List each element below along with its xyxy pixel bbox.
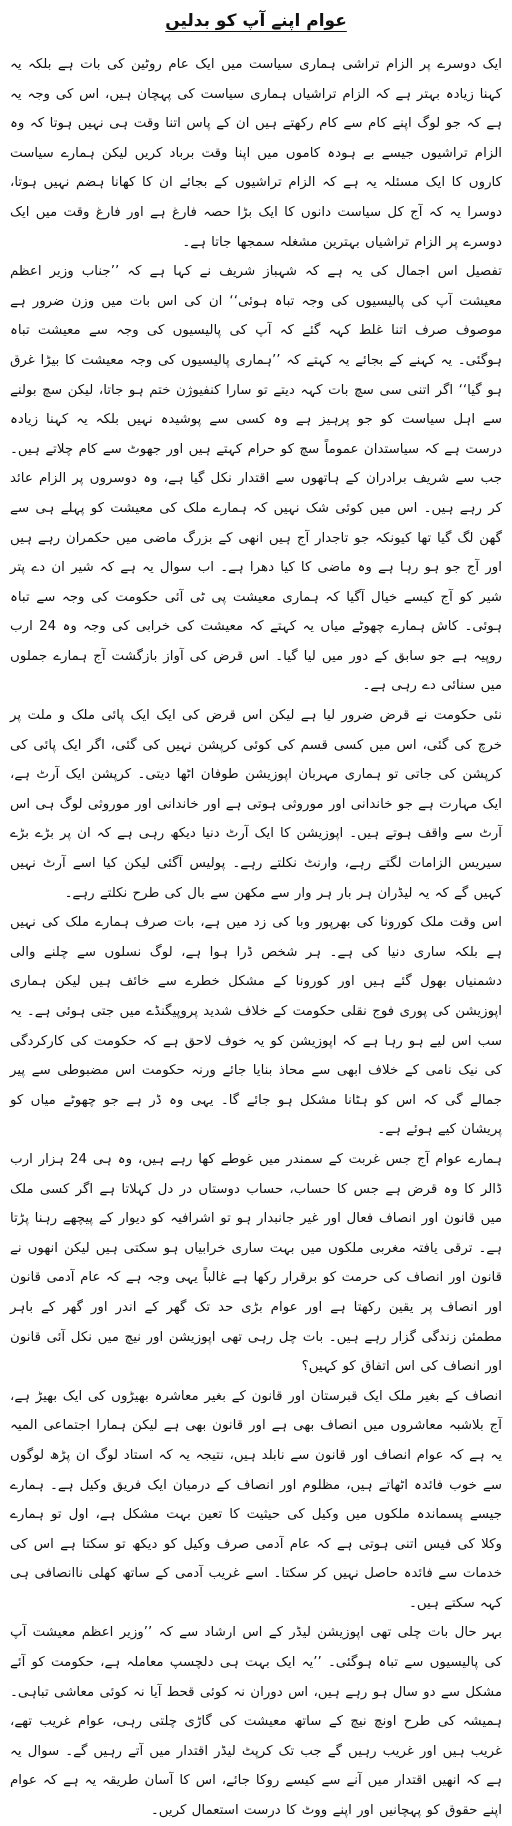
article-paragraph-7: بہر حال بات چلی تھی اپوزیشن لیڈر کے اس ارشاد سے کہ ’’وزیر اعظم معیشت آپ کی پالیسیوں سے تباہ ہوگئی۔ ’’یہ ایک بہت ہی دلچسپ معاملہ ہے، حکومت کو آئے مشکل سے دو سال ہو رہے ہیں، اس دوران نہ کوئی قحط آیا نہ کوئی معاشی تباہی۔ ہمیشہ کی طرح اونچ نیچ کے ساتھ معیشت کی گاڑی چلتی رہی، عوام غریب تھے، غریب ہیں اور غریب رہیں گے جب تک کرپٹ لیڈر اقتدار میں آتے رہیں گے۔ سوال یہ ہے کہ انھیں اقتدار میں آنے سے کیسے روکا جائے، اس کا آسان طریقہ یہ ہے کہ عوام اپنے حقوق کو پہچانیں اور اپنے ووٹ کا درست استعمال کریں۔ — [10, 1625, 502, 1819]
article-paragraph-1: ایک دوسرے پر الزام تراشی ہماری سیاست میں ایک عام روٹین کی بات ہے بلکہ یہ کہنا زیادہ بہتر ہے کہ الزام تراشیاں ہماری سیاست کی پہچان ہیں، اس کی وجہ یہ ہے کہ جو لوگ اپنے کام سے کام رکھتے ہیں ان کے پاس اتنا وقت ہی نہیں ہوتا کہ وہ الزام تراشیوں جیسے بے ہودہ کاموں میں اپنا وقت برباد کریں لیکن ہمارے سیاست کاروں کا ایک مسئلہ یہ ہے کہ الزام تراشیوں کے بجائے ان کا کھانا ہضم نہیں ہوتا، دوسرا یہ کہ آج کل سیاست دانوں کا ایک بڑا حصہ فارغ ہے اور فارغ وقت میں ایک دوسرے پر الزام تراشیاں بہترین مشغلہ سمجھا جاتا ہے۔ — [10, 57, 502, 250]
article-paragraph-5: ہمارے عوام آج جس غربت کے سمندر میں غوطے کھا رہے ہیں، وہ ہی 24 ہزار ارب ڈالر کا وہ قرض ہے جس کا حساب، حساب دوستاں در دل کہلاتا ہے اگر کسی ملک میں قانون اور انصاف فعال اور غیر جانبدار ہو تو اشرافیہ کو دیوار کے پیچھے رہنا پڑتا ہے۔ ترقی یافتہ مغربی ملکوں میں بہت ساری خرابیاں ہو سکتی ہیں لیکن انھوں نے قانون اور انصاف کی حرمت کو برقرار رکھا ہے غالباً یہی وجہ ہے کہ عام آدمی قانون اور انصاف پر یقین رکھتا ہے اور عوام بڑی حد تک گھر کے اندر اور گھر کے باہر مطمئن زندگی گزار رہے ہیں۔ بات چل رہی تھی اپوزیشن اور نیچ میں نکل آئی قانون اور انصاف کی اس اتفاق کو کہیں؟ — [10, 1151, 503, 1375]
article-paragraph-2: تفصیل اس اجمال کی یہ ہے کہ شہباز شریف نے کہا ہے کہ ’’جناب وزیر اعظم معیشت آپ کی پالیسیوں کی وجہ تباہ ہوئی‘‘ ان کی اس بات میں وزن ضرور ہے موصوف صرف اتنا غلط کہہ گئے کہ آپ کی پالیسیوں کی وجہ سے معیشت تباہ ہوگئی۔ یہ کہنے کے بجائے یہ کہتے کہ ’’ہماری پالیسیوں کی وجہ معیشت کا بیڑا غرق ہو گیا‘‘ اگر اتنی سی سچ بات کہہ دیتے تو سارا کنفیوژن ختم ہو جاتا، لیکن سچ بولنے سے اہل سیاست کو جو پرہیز ہے وہ کسی سے پوشیدہ نہیں بلکہ یہ کہنا زیادہ درست ہے کہ سیاستدان عموماً سچ کو حرام کہتے ہیں اور جھوٹ سے کام چلاتے ہیں۔ جب سے شریف برادران کے ہاتھوں سے اقتدار نکل گیا ہے، وہ دوسروں پر الزام عائد کر رہے ہیں۔ اس میں کوئی شک نہیں کہ ہمارے ملک کی معیشت کو پہلے ہی سے گھن لگ گیا تھا کیونکہ جو تاجدار آج ہیں انھی کے بزرگ ماضی میں حکمران رہے ہیں اور آج جو ہو رہا ہے وہ ماضی کا کیا دھرا ہے۔ اب سوال یہ ہے کہ شیر ان دے پتر شیر کو آج کیسے خیال آگیا کہ ہماری معیشت پی ٹی آئی حکومت کی وجہ سے تباہ ہوئی۔ کاش ہمارے چھوٹے میاں یہ کہتے کہ معیشت کی خرابی کی وجہ وہ 24 ارب روپیہ ہے جو سابق کے دور میں لیا گیا۔ اس قرض کی آواز بازگشت آج ہمارے جملوں میں سنائی دے رہی ہے۔ — [10, 264, 502, 694]
article-paragraph-6: انصاف کے بغیر ملک ایک قبرستان اور قانون کے بغیر معاشرہ بھیڑوں کی ایک بھیڑ ہے، آج بلاشبہ معاشروں میں انصاف بھی ہے اور قانون بھی ہے لیکن ہمارا اجتماعی المیہ یہ ہے کہ عوام انصاف اور قانون سے نابلد ہیں، نتیجہ یہ کہ استاد لوگ ان پڑھ لوگوں سے خوب فائدہ اٹھاتے ہیں، مظلوم اور انصاف کے درمیان ایک فریق وکیل ہے۔ ہمارے جیسے پسماندہ ملکوں میں وکیل کی حیثیت کا تعین بہت مشکل ہے، اول تو ہمارے وکلا کی فیس اتنی ہوتی ہے کہ عام آدمی صرف وکیل کو دیکھ تو سکتا ہے اس کی خدمات سے فائدہ حاصل نہیں کر سکتا۔ اسے غریب آدمی کے ساتھ کھلی ناانصافی ہی کہہ سکتے ہیں۔ — [10, 1388, 502, 1611]
article-title: عوام اپنے آپ کو بدلیں — [165, 11, 347, 31]
article-paragraph-3: نئی حکومت نے قرض ضرور لیا ہے لیکن اس قرض کی ایک ایک پائی ملک و ملت پر خرچ کی گئی، اس میں کسی قسم کی کوئی کرپشن نہیں کی گئی، اگر ایک پائی کی کرپشن کی جاتی تو ہماری مہربان اپوزیشن طوفان اٹھا دیتی۔ کرپشن ایک آرٹ ہے، ایک مہارت ہے جو خاندانی اور موروثی ہوتی ہے اور خاندانی اور موروثی لوگ ہی اس آرٹ سے واقف ہوتے ہیں۔ اپوزیشن کا ایک آرٹ دنیا دیکھ رہی ہے کہ ان پر بڑے بڑے سیریس الزامات لگتے رہے، وارنٹ نکلتے رہے۔ پولیس آگئی لیکن کیا اسے آرٹ نہیں کہیں گے کہ یہ لیڈران ہر بار ہر وار سے مکھن سے بال کی طرح نکلتے رہے۔ — [10, 708, 502, 901]
article-paragraph-4: اس وقت ملک کورونا کی بھرپور وبا کی زد میں ہے، بات صرف ہمارے ملک کی نہیں ہے بلکہ ساری دنیا کی ہے۔ ہر شخص ڈرا ہوا ہے، لوگ نسلوں سے چلنے والی دشمنیاں بھول گئے ہیں اور کورونا کے مشکل خطرے سے خائف ہیں لیکن ہماری اپوزیشن کی پوری فوج نقلی حکومت کے خلاف شدید پروپیگنڈے میں جتی ہوئی ہے۔ یہ سب اس لیے ہو رہا ہے کہ اپوزیشن کو یہ خوف لاحق ہے کہ حکومت کی کارکردگی کی نیک نامی کے خلاف ابھی سے محاذ بنایا جائے ورنہ حکومت اس مضبوطی سے پیر جمالے گی کہ اس کو ہٹانا مشکل ہو جائے گا۔ یہی وہ ڈر ہے جو چھوٹے میاں کو پریشان کیے ہوئے ہے۔ — [10, 915, 502, 1138]
